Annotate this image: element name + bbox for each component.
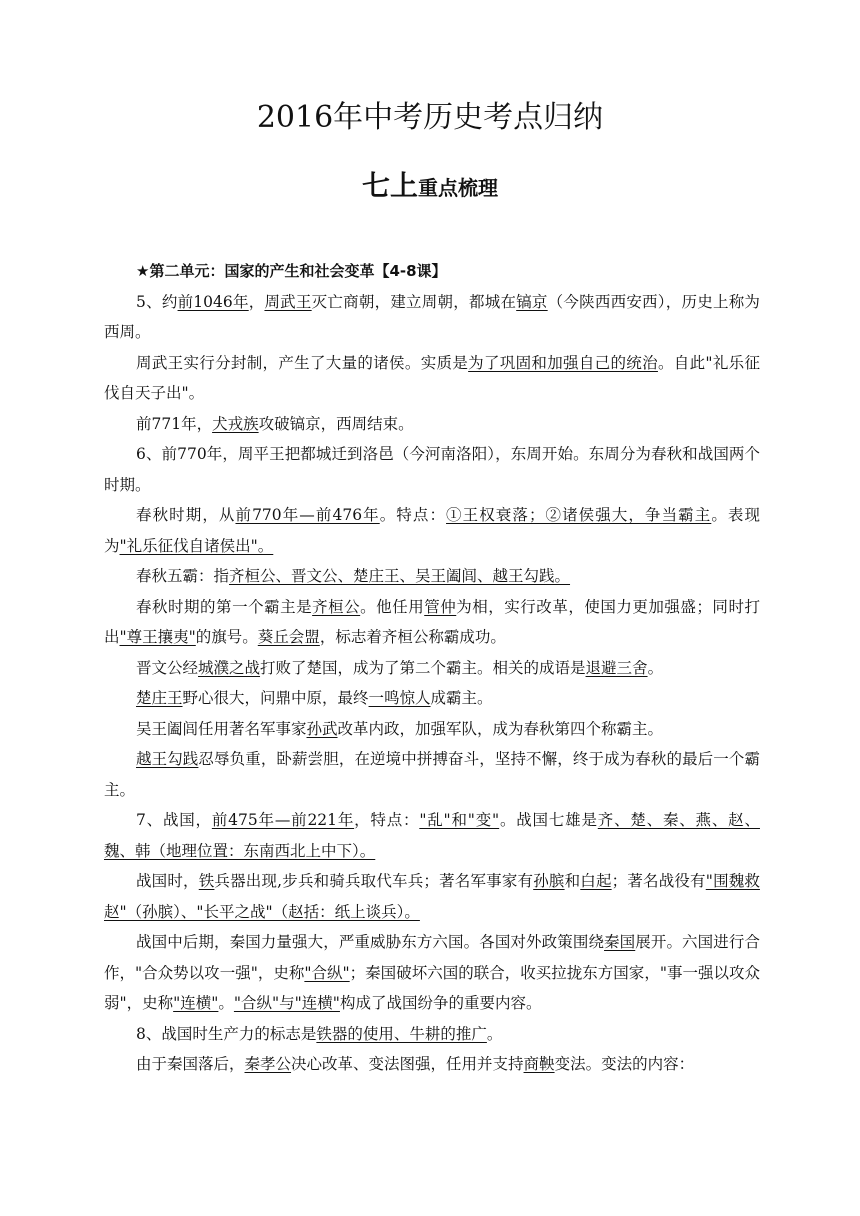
- text-run: 为相，实行改革，使国力更加强盛；同时打出: [104, 597, 760, 646]
- underlined-term: 前475年—前221年: [211, 811, 355, 829]
- text-run: ，标志着齐桓公称霸成功。: [319, 628, 506, 646]
- text-run: 改革内政，加强军队，成为春秋第四个称霸主。: [337, 719, 664, 738]
- underlined-term: 葵丘会盟: [257, 628, 320, 646]
- underlined-term: 商鞅: [523, 1055, 555, 1073]
- underlined-term: 管仲: [424, 597, 457, 616]
- text-run: 变法。变法的内容：: [554, 1055, 695, 1073]
- text-run: 8、战国时生产力的标志是: [136, 1024, 317, 1043]
- text-run: 兵器出现,步兵和骑兵取代车兵；著名军事家有: [214, 872, 534, 890]
- underlined-term: 齐桓公: [312, 597, 361, 616]
- text-run: 前771年，: [136, 414, 213, 433]
- text-run: 周武王实行分封制，产生了大量的诸侯。实质是: [136, 353, 469, 372]
- text-run: 忍辱负重，卧薪尝胆，在逆境中拼搏奋斗，坚持不懈，终于成为春秋的最后一个霸主。: [104, 750, 760, 799]
- text-run: 。他任用: [360, 597, 425, 616]
- text-run: 春秋时期，从: [136, 506, 236, 524]
- paragraph: [104, 409, 760, 440]
- underlined-term: "合纵": [304, 963, 350, 982]
- text-run: 打败了楚国，成为了第二个霸主。相关的成语是: [260, 658, 586, 677]
- paragraph: [104, 1049, 760, 1080]
- paragraph: [104, 714, 760, 745]
- underlined-term: "乱"和"变": [419, 811, 500, 829]
- text-run: ；秦国破坏六国的联合，收买拉拢东方国家，"事一强以攻众弱"，史称: [104, 963, 761, 1012]
- text-run: 灭亡商朝，建立周朝，都城在: [311, 292, 517, 311]
- text-run: ，: [248, 292, 265, 311]
- underlined-term: 前1046年: [177, 292, 249, 311]
- text-run: 春秋时期的第一个霸主是: [136, 597, 313, 616]
- text-run: 。自此"礼乐征伐自天子出"。: [104, 353, 760, 402]
- text-run: 5、约: [136, 292, 178, 311]
- underlined-term: 一鸣惊人: [368, 689, 431, 707]
- text-run: 攻破镐京，西周结束。: [258, 414, 414, 433]
- paragraph: [104, 805, 760, 866]
- text-run: 展开。六国进行合作，"合众势以攻一强"，史称: [104, 933, 760, 982]
- underlined-term: 秦孝公: [244, 1055, 292, 1073]
- paragraph: [104, 744, 760, 805]
- underlined-term: 楚庄王: [136, 689, 183, 707]
- paragraph: [104, 683, 760, 714]
- text-run: 。: [486, 1024, 503, 1043]
- underlined-term: 为了巩固和加强自己的统治: [468, 353, 658, 372]
- text-run: 由于秦国落后，: [136, 1055, 245, 1073]
- underlined-term: 前770年—前476年: [235, 506, 380, 524]
- underlined-term: "礼乐征伐自诸侯出"。: [119, 536, 274, 555]
- underlined-term: 齐桓公、晋文公、楚庄王、吴王阖闾、越王勾践。: [229, 567, 571, 585]
- page-subtitle: [0, 164, 860, 204]
- paragraph: [104, 439, 760, 500]
- text-run: （今陕西西安西），历史上称为西周。: [104, 292, 760, 341]
- paragraph: [104, 561, 760, 592]
- text-run: ，特点：: [354, 811, 420, 829]
- underlined-term: 越王勾践: [136, 750, 199, 768]
- underlined-term: "围魏救赵"（孙膑）、"长平之战"（赵括：纸上谈兵）。: [104, 872, 760, 921]
- paragraph: [104, 927, 760, 1019]
- text-run: 7、战国，: [136, 811, 212, 829]
- underlined-term: 城濮之战: [198, 658, 261, 677]
- paragraph: [104, 653, 760, 684]
- subtitle-grade: 七上: [361, 169, 418, 202]
- paragraph: [104, 1019, 760, 1050]
- underlined-term: 周武王: [264, 292, 312, 311]
- text-run: 战国中后期，秦国力量强大，严重威胁东方六国。各国对外政策围绕: [136, 933, 605, 951]
- text-run: 野心很大，问鼎中原，最终: [182, 689, 369, 707]
- subtitle-label: 重点梳理: [418, 176, 498, 200]
- underlined-term: "连横": [173, 994, 219, 1012]
- underlined-term: 孙武: [306, 719, 338, 738]
- text-run: 和: [564, 872, 581, 890]
- text-run: 。: [647, 658, 664, 677]
- underlined-term: 铁: [198, 872, 215, 890]
- paragraph: [104, 592, 760, 653]
- text-run: 战国时，: [136, 872, 199, 890]
- underlined-term: ①王权衰落；②诸侯强大，争当霸主: [446, 506, 712, 524]
- text-run: 6、前770年，周平王把都城迁到洛邑（今河南洛阳），东周开始。东周分为春秋和战国两个时期。: [104, 445, 760, 494]
- underlined-term: 镐京: [516, 292, 548, 311]
- underlined-term: "尊王攘夷": [119, 628, 196, 646]
- text-run: 晋文公经: [136, 658, 199, 677]
- underlined-term: 秦国: [604, 933, 636, 951]
- page-title: 2016年中考历史考点归纳: [256, 100, 604, 135]
- text-run: 。特点：: [379, 506, 447, 524]
- underlined-term: 孙膑: [533, 872, 565, 890]
- text-run: 春秋五霸：指: [136, 567, 230, 585]
- underlined-term: "合纵"与"连横": [233, 994, 340, 1012]
- underlined-term: 犬戎族: [212, 414, 259, 433]
- text-run: 构成了战国纷争的重要内容。: [339, 994, 542, 1012]
- underlined-term: 白起: [580, 872, 612, 890]
- text-run: 。表现为: [104, 506, 760, 555]
- text-run: ；著名战役有: [611, 872, 706, 890]
- text-run: 成霸主。: [430, 689, 493, 707]
- document-body: [104, 256, 760, 1080]
- text-run: 吴王阖闾任用著名军事家: [136, 719, 307, 738]
- paragraph: [104, 287, 760, 348]
- text-run: 。: [218, 994, 234, 1012]
- text-run: 。战国七雄是: [499, 811, 598, 829]
- paragraph: [104, 348, 760, 409]
- text-run: 决心改革、变法图强，任用并支持: [291, 1055, 524, 1073]
- paragraph: [104, 500, 760, 561]
- underlined-term: 退避三舍: [585, 658, 648, 677]
- text-run: 的旗号。: [195, 628, 258, 646]
- paragraph: [104, 866, 760, 927]
- underlined-term: 铁器的使用、牛耕的推广: [316, 1024, 487, 1043]
- unit-heading: ★第二单元：国家的产生和社会变革【4-8课】: [136, 262, 447, 280]
- underlined-term: 齐、楚、秦、燕、赵、魏、韩（地理位置：东南西北上中下）。: [104, 811, 760, 860]
